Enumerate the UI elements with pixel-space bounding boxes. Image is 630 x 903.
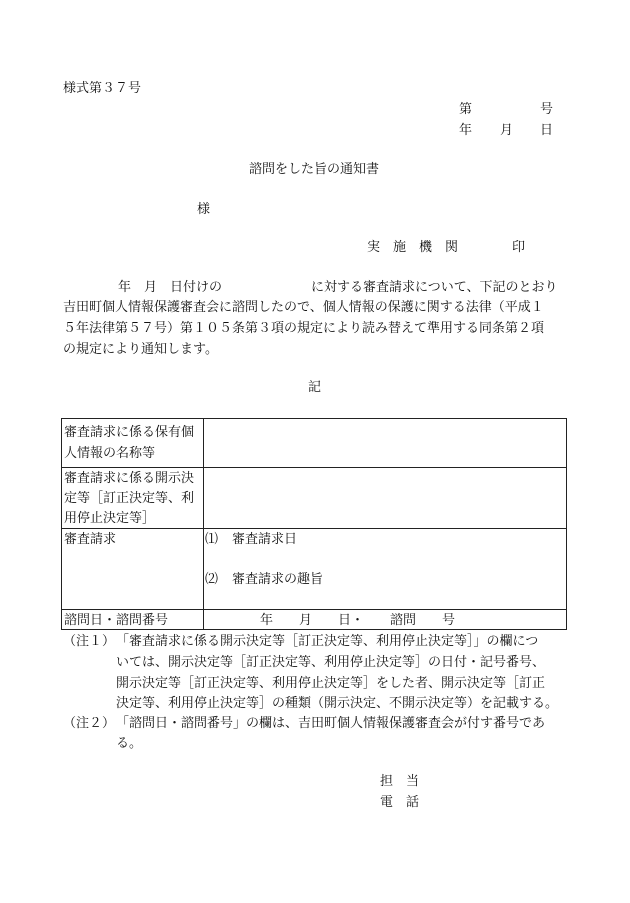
row4-label: 諮問日・諮問番号 — [64, 613, 169, 628]
row4-value: 年 月 日・ 諮問 号 — [260, 613, 456, 628]
row2-label-line3: 用停止決定等］ — [64, 511, 156, 526]
document-title: 諮問をした旨の通知書 — [249, 162, 380, 177]
phone-label: 電 話 — [380, 795, 420, 810]
row3-item1-text: 審査請求日 — [232, 532, 298, 547]
row3-item1-number: ⑴ — [205, 532, 219, 547]
row3-label: 審査請求 — [64, 532, 117, 547]
contact-label: 担 当 — [380, 774, 420, 789]
body-date-text: 年 月 日付けの — [118, 280, 223, 295]
form-number: 様式第３７号 — [63, 81, 142, 96]
body-line-4: の規定により通知します。 — [63, 342, 218, 357]
row1-label-line1: 審査請求に係る保有個 — [64, 425, 195, 440]
note1-line2: いては、開示決定等［訂正決定等、利用停止決定等］の日付・記号番号、 — [116, 655, 546, 670]
row-divider-3 — [62, 609, 566, 610]
row-divider-1 — [62, 467, 566, 468]
date-year: 年 — [459, 123, 473, 138]
note2-line2: る。 — [116, 736, 143, 751]
issuer-label: 実 施 機 関 — [367, 240, 459, 255]
row2-label-line2: 定等［訂正決定等、利 — [64, 491, 195, 506]
date-month: 月 — [500, 123, 514, 138]
note1-line3: 開示決定等［訂正決定等、利用停止決定等］をした者、開示決定等［訂正 — [116, 676, 546, 691]
doc-number-suffix: 号 — [540, 102, 554, 117]
row3-item2-number: ⑵ — [205, 572, 219, 587]
note2-line1: 「諮問日・諮問番号」の欄は、吉田町個人情報保護審査会が付す番号であ — [116, 716, 546, 731]
body-line-3: ５年法律第５７号）第１０５条第３項の規定により読み替えて準用する同条第２項 — [63, 321, 545, 336]
body-line-1: に対する審査請求について、下記のとおり — [311, 280, 558, 295]
ki-heading: 記 — [308, 380, 322, 395]
note2-tag: （注２） — [63, 716, 116, 731]
note1-line1: 「審査請求に係る開示決定等［訂正決定等、利用停止決定等］」の欄につ — [116, 634, 539, 649]
row1-label-line2: 人情報の名称等 — [64, 446, 156, 461]
doc-number-prefix: 第 — [459, 102, 473, 117]
date-day: 日 — [540, 123, 554, 138]
addressee-suffix: 様 — [197, 202, 211, 217]
row2-label-line1: 審査請求に係る開示決 — [64, 471, 195, 486]
note1-tag: （注１） — [63, 634, 116, 649]
row-divider-2 — [62, 528, 566, 529]
column-divider — [203, 419, 204, 629]
details-table — [61, 418, 567, 630]
body-line-2: 吉田町個人情報保護審査会に諮問したので、個人情報の保護に関する法律（平成１ — [63, 300, 544, 315]
note1-line4: 決定等、利用停止決定等］の種類（開示決定、不開示決定等）を記載する。 — [116, 696, 559, 711]
row3-item2-text: 審査請求の趣旨 — [232, 572, 324, 587]
seal-mark: 印 — [512, 240, 526, 255]
